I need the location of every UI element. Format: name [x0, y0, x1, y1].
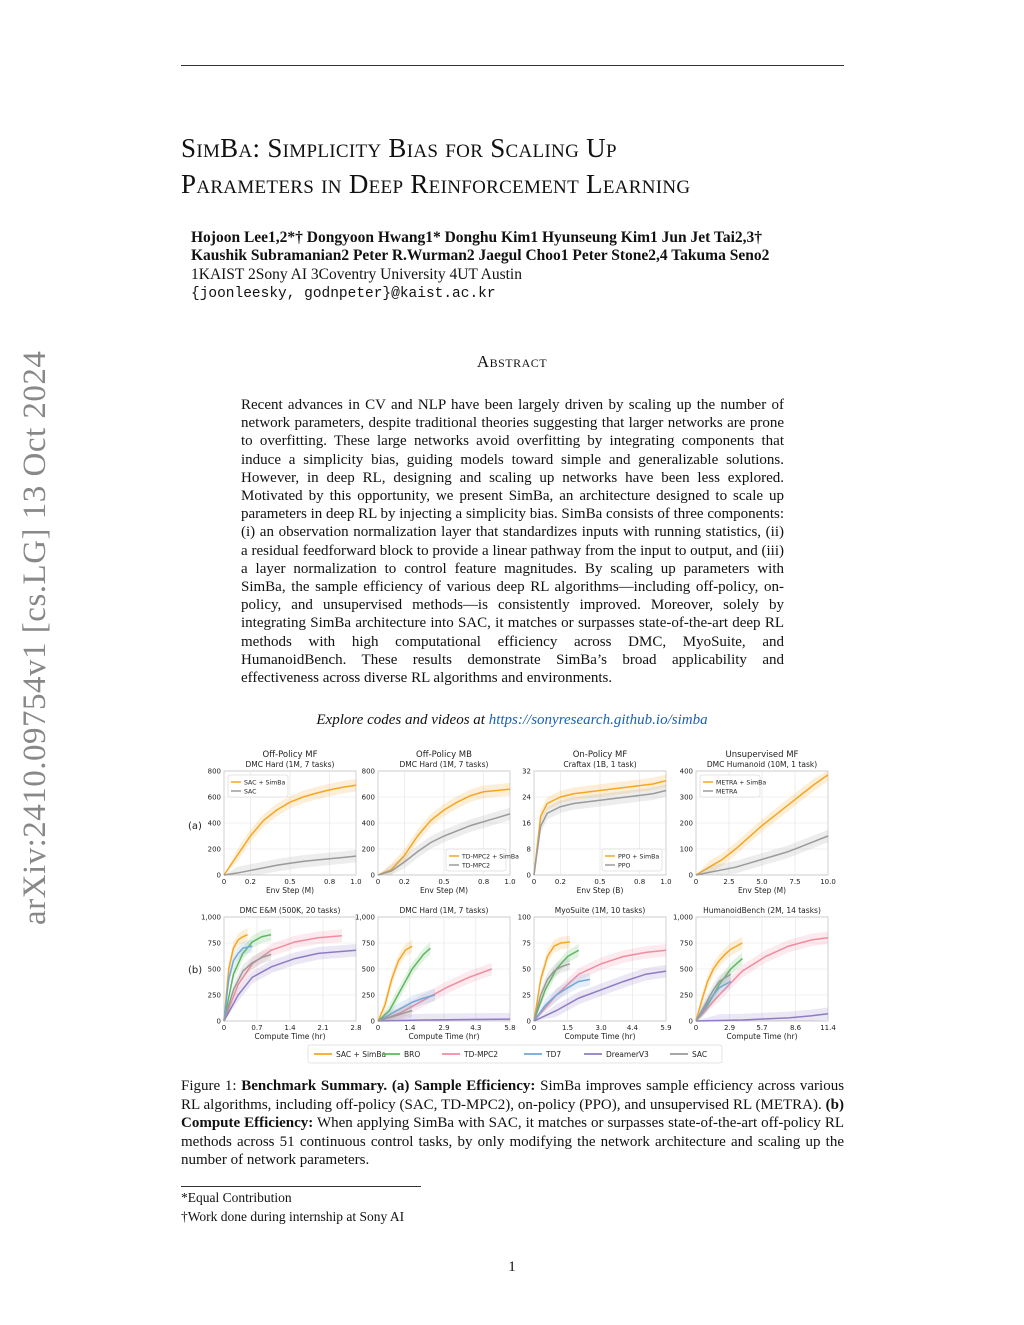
x-axis-label: Env Step (M) [265, 886, 315, 895]
caption-label: Figure 1: [181, 1078, 237, 1094]
y-tick-label: 75 [522, 939, 531, 948]
y-tick-label: 200 [361, 845, 375, 854]
x-tick-label: 2.8 [350, 1024, 362, 1032]
y-tick-label: 25 [522, 991, 531, 1000]
x-tick-label: 10.0 [820, 878, 836, 886]
figure-caption [181, 1077, 844, 1170]
y-tick-label: 500 [361, 965, 375, 974]
y-tick-label: 0 [688, 871, 693, 880]
x-tick-label: 0.2 [244, 878, 256, 886]
x-tick-label: 0.5 [594, 878, 606, 886]
y-tick-label: 500 [207, 965, 221, 974]
x-tick-label: 0 [531, 1024, 537, 1032]
chart-title: Off-Policy MB [416, 750, 472, 760]
y-tick-label: 250 [207, 991, 221, 1000]
author-list [191, 228, 831, 266]
x-tick-label: 5.8 [504, 1024, 516, 1032]
figure-legend [308, 1045, 722, 1063]
y-tick-label: 0 [526, 1017, 531, 1026]
footnote-rule [181, 1186, 421, 1187]
legend-label: SAC [692, 1050, 708, 1059]
x-tick-label: 1.4 [404, 1024, 416, 1032]
chart-title: Unsupervised MF [725, 750, 799, 760]
chart-panel-1 [208, 750, 362, 895]
y-tick-label: 750 [361, 939, 375, 948]
x-tick-label: 0.7 [251, 1024, 263, 1032]
x-axis-label: Compute Time (hr) [564, 1032, 636, 1041]
explore-line [0, 712, 1024, 729]
y-tick-label: 750 [207, 939, 221, 948]
legend-label: BRO [404, 1050, 421, 1059]
y-tick-label: 600 [361, 793, 375, 802]
x-tick-label: 0.2 [554, 878, 566, 886]
y-tick-label: 0 [216, 871, 221, 880]
caption-part-a-heading: (a) Sample Efficiency: [391, 1078, 536, 1094]
explore-text: Explore codes and videos at [316, 712, 489, 728]
x-tick-label: 0.5 [284, 878, 296, 886]
chart-subtitle: DMC Hard (1M, 7 tasks) [245, 760, 335, 769]
project-link[interactable]: https://sonyresearch.github.io/simba [488, 712, 708, 728]
x-tick-label: 3.0 [595, 1024, 607, 1032]
x-tick-label: 1.0 [350, 878, 362, 886]
chart-panel-7 [518, 906, 672, 1041]
x-tick-label: 1.4 [284, 1024, 296, 1032]
chart-subtitle: Craftax (1B, 1 task) [563, 760, 637, 769]
x-tick-label: 5.9 [660, 1024, 672, 1032]
abstract-body: Recent advances in CV and NLP have been largely driven by scaling up the number of network parameters, despite traditional theories suggesting that larger networks are prone to overfitting. These large networks avoid overfitting by integrating components that induce a simplicity bias, guiding models toward simple and generalizable solutions. However, in deep RL, designing and scaling up networks have been less explored. Motivated by this opportunity, we present SimBa, an architecture designed to scale up parameters in deep RL by injecting a simplicity bias. SimBa consists of three components: (i) an observation normalization layer that standardizes inputs with running statistics, (ii) a residual feedforward block to provide a linear pathway from the input to output, and (iii) a layer normalization to control feature magnitudes. By scaling up parameters with SimBa, the sample efficiency of various deep RL algorithms—including off-policy, on-policy, and unsupervised methods—is consistently improved. Moreover, solely by integrating SimBa architecture into SAC, it matches or surpasses state-of-the-art deep RL methods with high computational efficiency across DMC, MyoSuite, and HumanoidBench. These results demonstrate SimBa’s broad applicability and effectiveness across diverse RL algorithms and environments. [241, 397, 784, 687]
chart-panel-6 [355, 906, 516, 1041]
y-tick-label: 0 [370, 871, 375, 880]
legend-label: METRA + SimBa [716, 779, 767, 787]
x-tick-label: 8.6 [790, 1024, 802, 1032]
footnote-equal: *Equal Contribution [181, 1190, 292, 1205]
figure-1 [180, 745, 844, 1065]
y-tick-label: 0 [688, 1017, 693, 1026]
chart-panel-8 [673, 906, 836, 1041]
y-tick-label: 50 [522, 965, 531, 974]
y-tick-label: 500 [679, 965, 693, 974]
legend-label: DreamerV3 [606, 1050, 649, 1059]
authors-line-2: Kaushik Subramanian2 Peter R.Wurman2 Jaegul Choo1 Peter Stone2,4 Takuma Seno2 [191, 247, 770, 264]
x-tick-label: 1.5 [561, 1024, 574, 1032]
x-tick-label: 4.4 [626, 1024, 639, 1032]
x-tick-label: 11.4 [820, 1024, 836, 1032]
legend-label: METRA [716, 788, 738, 796]
x-axis-label: Compute Time (hr) [726, 1032, 798, 1041]
x-tick-label: 1.0 [504, 878, 516, 886]
x-tick-label: 2.9 [724, 1024, 736, 1032]
chart-panel-5 [201, 906, 362, 1041]
x-tick-label: 0 [693, 878, 699, 886]
chart-panel-3 [522, 750, 671, 895]
x-tick-label: 1.0 [660, 878, 672, 886]
row-label-a: (a) [188, 821, 202, 832]
y-tick-label: 1,000 [354, 913, 375, 922]
legend-label: TD-MPC2 [464, 1050, 499, 1059]
y-tick-label: 400 [361, 819, 375, 828]
x-axis-label: Compute Time (hr) [254, 1032, 326, 1041]
figure-plots [201, 750, 836, 1041]
y-tick-label: 100 [679, 845, 693, 854]
legend-label: SAC + SimBa [336, 1050, 387, 1059]
x-tick-label: 2.5 [723, 878, 735, 886]
y-tick-label: 100 [517, 913, 531, 922]
legend-label: PPO + SimBa [618, 853, 660, 861]
x-axis-label: Env Step (B) [576, 886, 624, 895]
x-axis-label: Env Step (M) [737, 886, 787, 895]
x-tick-label: 0.8 [634, 878, 646, 886]
page-number: 1 [508, 1259, 516, 1275]
x-tick-label: 0.8 [324, 878, 336, 886]
chart-title: HumanoidBench (2M, 14 tasks) [703, 906, 821, 915]
y-tick-label: 200 [679, 819, 693, 828]
y-tick-label: 8 [526, 845, 531, 854]
y-tick-label: 250 [679, 991, 693, 1000]
y-tick-label: 800 [361, 767, 375, 776]
contact-email[interactable]: {joonleesky, godnpeter}@kaist.ac.kr [191, 286, 496, 302]
title-line-2: Parameters in Deep Reinforcement Learning [181, 169, 691, 199]
y-tick-label: 0 [216, 1017, 221, 1026]
y-tick-label: 32 [522, 767, 531, 776]
y-tick-label: 24 [522, 793, 531, 802]
x-tick-label: 0 [531, 878, 537, 886]
y-tick-label: 200 [207, 845, 221, 854]
y-tick-label: 1,000 [200, 913, 221, 922]
footnote-internship: †Work done during internship at Sony AI [181, 1209, 405, 1224]
affiliations: 1KAIST 2Sony AI 3Coventry University 4UT Austin [191, 266, 522, 283]
chart-subtitle: DMC Humanoid (10M, 1 task) [706, 760, 818, 769]
x-tick-label: 2.9 [438, 1024, 450, 1032]
chart-title: DMC E&M (500K, 20 tasks) [239, 906, 341, 915]
title-line-1: SimBa: Simplicity Bias for Scaling Up [181, 133, 617, 163]
chart-title: DMC Hard (1M, 7 tasks) [399, 906, 489, 915]
y-tick-label: 0 [370, 1017, 375, 1026]
arxiv-side-stamp: arXiv:2410.09754v1 [cs.LG] 13 Oct 2024 [17, 350, 53, 925]
legend-label: TD-MPC2 [462, 862, 491, 870]
x-tick-label: 5.7 [756, 1024, 768, 1032]
x-tick-label: 7.5 [789, 878, 801, 886]
y-tick-label: 16 [522, 819, 531, 828]
chart-subtitle: DMC Hard (1M, 7 tasks) [399, 760, 489, 769]
legend-label: PPO [618, 862, 631, 870]
y-tick-label: 250 [361, 991, 375, 1000]
caption-part-a: SimBa improves sample efficiency across various RL algorithms, including off-policy (SAC, TD-MPC2), on-policy (PPO), and unsupervised RL (METRA). [181, 1078, 845, 1113]
x-tick-label: 2.1 [317, 1024, 329, 1032]
y-tick-label: 0 [526, 871, 531, 880]
x-tick-label: 0.5 [438, 878, 450, 886]
y-tick-label: 750 [679, 939, 693, 948]
caption-part-b-heading: (b) Compute Efficiency: [181, 1096, 845, 1131]
y-tick-label: 300 [679, 793, 693, 802]
row-label-b: (b) [188, 965, 203, 976]
x-tick-label: 0 [221, 878, 227, 886]
abstract-heading: Abstract [476, 352, 548, 371]
top-rule [181, 65, 844, 66]
x-axis-label: Env Step (M) [419, 886, 469, 895]
x-tick-label: 0 [375, 878, 381, 886]
legend-label: SAC + SimBa [244, 779, 286, 787]
authors-line-1: Hojoon Lee1,2*† Dongyoon Hwang1* Donghu Kim1 Hyunseung Kim1 Jun Jet Tai2,3† [191, 229, 763, 246]
legend-label: TD-MPC2 + SimBa [462, 853, 519, 861]
legend-label: TD7 [546, 1050, 562, 1059]
chart-title: MyoSuite (1M, 10 tasks) [554, 906, 646, 915]
x-tick-label: 5.0 [756, 878, 768, 886]
chart-panel-4 [680, 750, 836, 895]
chart-panel-2 [362, 750, 520, 895]
x-tick-label: 0.8 [478, 878, 490, 886]
y-tick-label: 400 [679, 767, 693, 776]
x-tick-label: 0 [375, 1024, 381, 1032]
caption-heading: Benchmark Summary. [241, 1078, 388, 1094]
chart-title: Off-Policy MF [262, 750, 318, 760]
legend-label: SAC [244, 788, 257, 796]
x-tick-label: 0 [221, 1024, 227, 1032]
x-tick-label: 0.2 [398, 878, 410, 886]
y-tick-label: 400 [207, 819, 221, 828]
x-tick-label: 4.3 [470, 1024, 482, 1032]
y-tick-label: 600 [207, 793, 221, 802]
x-axis-label: Compute Time (hr) [408, 1032, 480, 1041]
caption-part-b: When applying SimBa with SAC, it matches or surpasses state-of-the-art off-policy RL methods across 51 continuous control tasks, by only modifying the network architecture and scaling up the number of network parameters. [181, 1115, 844, 1168]
paper-title [181, 130, 881, 202]
y-tick-label: 1,000 [672, 913, 693, 922]
y-tick-label: 800 [207, 767, 221, 776]
x-tick-label: 0 [693, 1024, 699, 1032]
chart-title: On-Policy MF [572, 750, 628, 760]
